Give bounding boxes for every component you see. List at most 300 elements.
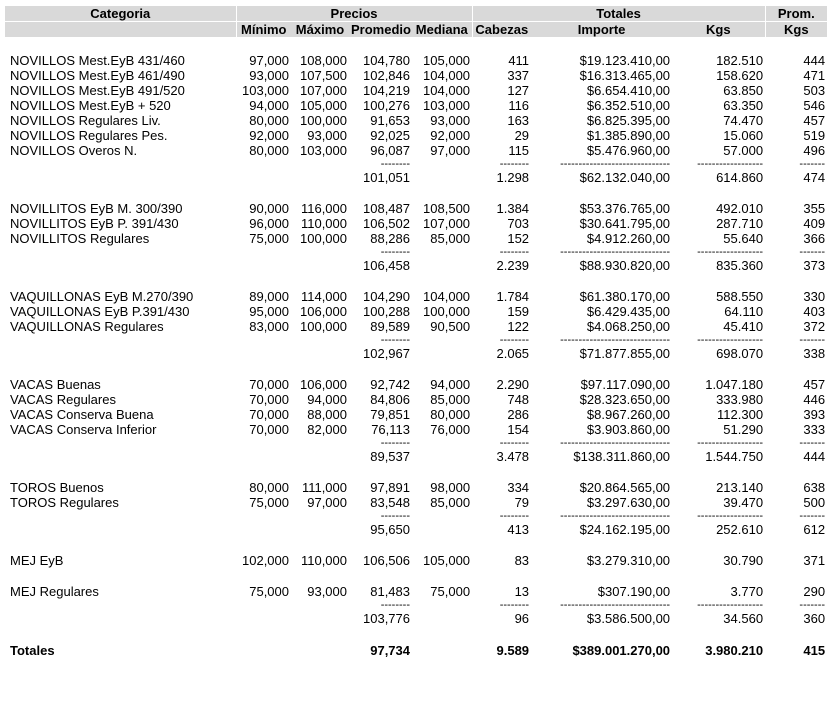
subtotal-cab: 96	[514, 611, 530, 626]
subtotal-kgs: 614.860	[716, 170, 764, 185]
category-cell: NOVILLOS Regulares Liv.	[10, 113, 161, 128]
subtotal-prom: 101,051	[363, 170, 410, 185]
empty-cell	[531, 626, 672, 642]
dash-prom: --------	[380, 437, 410, 449]
spacer-row	[5, 273, 827, 289]
prom-cell: 104,219	[363, 83, 410, 98]
dash-pk: -------	[799, 510, 826, 522]
subtotal-kgs: 698.070	[716, 346, 764, 361]
cab-cell: 116	[508, 98, 530, 113]
kgs-cell: 64.110	[724, 304, 764, 319]
table-row	[5, 231, 827, 246]
empty-cell	[291, 611, 349, 626]
empty-cell	[236, 334, 291, 346]
med-cell: 104,000	[423, 289, 471, 304]
cab-cell: 13	[514, 584, 530, 599]
imp-cell: $6.825.395,00	[586, 113, 671, 128]
pk-cell: 500	[803, 495, 826, 510]
empty-cell	[5, 464, 236, 480]
dash-kgs: ------------------	[697, 246, 764, 258]
empty-cell	[531, 37, 672, 53]
imp-cell: $3.297.630,00	[586, 495, 671, 510]
imp-cell: $16.313.465,00	[579, 68, 671, 83]
kgs-cell: 45.410	[723, 319, 764, 334]
empty-cell	[412, 273, 472, 289]
min-cell: 96,000	[249, 216, 289, 231]
max-cell: 107,500	[300, 68, 347, 83]
cab-cell: 1.784	[496, 289, 530, 304]
kgs-cell: 30.790	[723, 553, 764, 568]
imp-cell: $61.380.170,00	[579, 289, 671, 304]
table-row	[5, 304, 827, 319]
prom-cell: 106,506	[363, 553, 410, 568]
imp-cell: $4.912.260,00	[586, 231, 671, 246]
subtotal-row	[5, 522, 827, 537]
dash-kgs: ------------------	[697, 510, 764, 522]
kgs-cell: 39.470	[723, 495, 764, 510]
empty-cell	[412, 626, 472, 642]
empty-cell	[5, 185, 236, 201]
empty-cell	[236, 273, 291, 289]
empty-cell	[412, 185, 472, 201]
dash-cab: --------	[499, 599, 530, 611]
empty-cell	[349, 626, 412, 642]
empty-cell	[291, 37, 349, 53]
table-row	[5, 584, 827, 599]
table-row	[5, 392, 827, 407]
spacer-row	[5, 626, 827, 642]
kgs-cell: 1.047.180	[705, 377, 764, 392]
category-cell: MEJ EyB	[10, 553, 64, 568]
pk-cell: 393	[803, 407, 826, 422]
pk-cell: 333	[803, 422, 826, 437]
empty-cell	[291, 346, 349, 361]
pk-cell: 496	[803, 143, 826, 158]
kgs-cell: 15.060	[723, 128, 764, 143]
cab-cell: 337	[507, 68, 530, 83]
header-cabezas: Cabezas	[472, 22, 531, 38]
max-cell: 100,000	[300, 113, 347, 128]
empty-cell	[472, 464, 531, 480]
spacer-row	[5, 537, 827, 553]
cab-cell: 29	[514, 128, 530, 143]
empty-cell	[472, 37, 531, 53]
subtotal-kgs: 34.560	[723, 611, 764, 626]
min-cell: 89,000	[249, 289, 289, 304]
empty-cell	[291, 334, 349, 346]
med-cell: 80,000	[430, 407, 471, 422]
empty-cell	[291, 246, 349, 258]
empty-cell	[672, 273, 765, 289]
empty-cell	[5, 626, 236, 642]
empty-cell	[5, 158, 236, 170]
min-cell: 103,000	[242, 83, 289, 98]
empty-cell	[412, 361, 472, 377]
prom-cell: 91,653	[370, 113, 410, 128]
empty-cell	[236, 510, 291, 522]
min-cell: 97,000	[249, 53, 289, 68]
prom-cell: 92,025	[370, 128, 410, 143]
totals-row	[5, 642, 827, 658]
pk-cell: 457	[803, 377, 826, 392]
separator-row	[5, 334, 827, 346]
med-cell: 75,000	[430, 584, 471, 599]
dash-cab: --------	[499, 510, 530, 522]
pk-cell: 446	[803, 392, 826, 407]
prom-cell: 104,290	[363, 289, 410, 304]
subtotal-kgs: 1.544.750	[705, 449, 764, 464]
prom-cell: 96,087	[370, 143, 410, 158]
kgs-cell: 74.470	[723, 113, 764, 128]
category-cell: NOVILLITOS EyB P. 391/430	[10, 216, 179, 231]
subtotal-imp: $88.930.820,00	[579, 258, 671, 273]
imp-cell: $6.352.510,00	[586, 98, 671, 113]
imp-cell: $307.190,00	[597, 584, 671, 599]
dash-pk: -------	[799, 599, 826, 611]
empty-cell	[236, 170, 291, 185]
kgs-cell: 588.550	[716, 289, 764, 304]
min-cell: 80,000	[249, 143, 289, 158]
max-cell: 100,000	[300, 319, 347, 334]
empty-cell	[291, 464, 349, 480]
empty-cell	[472, 626, 531, 642]
empty-cell	[5, 170, 236, 185]
category-cell: VACAS Regulares	[10, 392, 116, 407]
med-cell: 100,000	[423, 304, 471, 319]
empty-cell	[531, 568, 672, 584]
dash-imp: ------------------------------	[560, 510, 671, 522]
empty-cell	[672, 361, 765, 377]
dash-imp: ------------------------------	[560, 334, 671, 346]
category-cell: VAQUILLONAS EyB M.270/390	[10, 289, 194, 304]
subtotal-row	[5, 611, 827, 626]
prom-cell: 106,502	[363, 216, 410, 231]
empty-cell	[5, 611, 236, 626]
dash-imp: ------------------------------	[560, 246, 671, 258]
empty-cell	[291, 642, 349, 658]
empty-cell	[412, 537, 472, 553]
empty-cell	[236, 185, 291, 201]
empty-cell	[5, 361, 236, 377]
prom-cell: 104,780	[363, 53, 410, 68]
subtotal-prom: 102,967	[363, 346, 410, 361]
empty-cell	[412, 346, 472, 361]
med-cell: 107,000	[423, 216, 471, 231]
category-cell: TOROS Regulares	[10, 495, 119, 510]
dash-cab: --------	[499, 334, 530, 346]
subtotal-imp: $3.586.500,00	[586, 611, 671, 626]
empty-cell	[412, 449, 472, 464]
pk-cell: 372	[803, 319, 826, 334]
separator-row	[5, 510, 827, 522]
max-cell: 111,000	[301, 480, 347, 495]
empty-cell	[291, 437, 349, 449]
spacer-row	[5, 361, 827, 377]
kgs-cell: 3.770	[730, 584, 764, 599]
empty-cell	[236, 522, 291, 537]
subtotal-row	[5, 449, 827, 464]
dash-pk: -------	[799, 246, 826, 258]
prom-cell: 76,113	[371, 422, 410, 437]
med-cell: 104,000	[423, 68, 471, 83]
category-cell: NOVILLOS Overos N.	[10, 143, 138, 158]
empty-cell	[349, 568, 412, 584]
empty-cell	[412, 334, 472, 346]
table-row	[5, 83, 827, 98]
empty-cell	[236, 158, 291, 170]
kgs-cell: 57.000	[723, 143, 764, 158]
max-cell: 110,000	[300, 553, 347, 568]
min-cell: 70,000	[249, 392, 289, 407]
empty-cell	[672, 537, 765, 553]
empty-cell	[5, 599, 236, 611]
separator-row	[5, 599, 827, 611]
subtotal-row	[5, 258, 827, 273]
dash-imp: ------------------------------	[560, 158, 671, 170]
pk-cell: 355	[803, 201, 826, 216]
empty-cell	[236, 246, 291, 258]
prom-cell: 83,548	[370, 495, 410, 510]
max-cell: 107,000	[300, 83, 347, 98]
prom-cell: 97,891	[370, 480, 410, 495]
empty-cell	[291, 258, 349, 273]
pk-cell: 503	[803, 83, 826, 98]
separator-row	[5, 246, 827, 258]
empty-cell	[412, 510, 472, 522]
empty-cell	[412, 522, 472, 537]
cab-cell: 122	[507, 319, 530, 334]
kgs-cell: 492.010	[716, 201, 764, 216]
imp-cell: $3.903.860,00	[586, 422, 671, 437]
empty-cell	[236, 258, 291, 273]
kgs-cell: 213.140	[716, 480, 764, 495]
med-cell: 85,000	[430, 495, 471, 510]
cab-cell: 1.384	[496, 201, 530, 216]
kgs-cell: 158.620	[716, 68, 764, 83]
dash-prom: --------	[380, 599, 410, 611]
cab-cell: 286	[507, 407, 530, 422]
header-prom-kgs: Kgs	[765, 22, 827, 38]
header-blank	[5, 22, 236, 38]
cab-cell: 163	[507, 113, 530, 128]
category-cell: NOVILLOS Mest.EyB 491/520	[10, 83, 185, 98]
empty-cell	[672, 464, 765, 480]
empty-cell	[291, 568, 349, 584]
empty-cell	[291, 599, 349, 611]
empty-cell	[5, 334, 236, 346]
dash-pk: -------	[799, 334, 826, 346]
med-cell: 85,000	[430, 231, 471, 246]
empty-cell	[236, 37, 291, 53]
prom-cell: 79,851	[370, 407, 410, 422]
empty-cell	[531, 185, 672, 201]
spacer-row	[5, 568, 827, 584]
subtotal-row	[5, 170, 827, 185]
totals-label: Totales	[10, 642, 55, 658]
imp-cell: $30.641.795,00	[579, 216, 671, 231]
table-row	[5, 377, 827, 392]
med-cell: 98,000	[430, 480, 471, 495]
imp-cell: $28.323.650,00	[579, 392, 671, 407]
subtotal-cab: 413	[507, 522, 530, 537]
empty-cell	[5, 37, 236, 53]
min-cell: 75,000	[249, 584, 289, 599]
category-cell: TOROS Buenos	[10, 480, 104, 495]
dash-imp: ------------------------------	[560, 437, 671, 449]
pk-cell: 403	[803, 304, 826, 319]
table-row	[5, 143, 827, 158]
empty-cell	[291, 185, 349, 201]
empty-cell	[5, 258, 236, 273]
table-row	[5, 407, 827, 422]
category-cell: VAQUILLONAS EyB P.391/430	[10, 304, 190, 319]
empty-cell	[349, 185, 412, 201]
min-cell: 70,000	[249, 407, 289, 422]
category-cell: NOVILLOS Regulares Pes.	[10, 128, 168, 143]
empty-cell	[5, 437, 236, 449]
dash-prom: --------	[380, 158, 410, 170]
dash-imp: ------------------------------	[560, 599, 671, 611]
spacer-row	[5, 464, 827, 480]
kgs-cell: 182.510	[716, 53, 764, 68]
category-cell: NOVILLOS Mest.EyB 431/460	[10, 53, 185, 68]
empty-cell	[291, 522, 349, 537]
empty-cell	[531, 273, 672, 289]
imp-cell: $8.967.260,00	[586, 407, 671, 422]
empty-cell	[672, 626, 765, 642]
med-cell: 94,000	[430, 377, 471, 392]
category-cell: NOVILLOS Mest.EyB + 520	[10, 98, 171, 113]
category-cell: VACAS Buenas	[10, 377, 101, 392]
dash-pk: -------	[799, 158, 826, 170]
kgs-cell: 63.350	[723, 98, 764, 113]
header-importe: Importe	[531, 22, 672, 38]
max-cell: 93,000	[307, 584, 347, 599]
category-cell: NOVILLITOS Regulares	[10, 231, 150, 246]
empty-cell	[472, 537, 531, 553]
subtotal-prom: 103,776	[363, 611, 410, 626]
empty-cell	[412, 258, 472, 273]
imp-cell: $53.376.765,00	[579, 201, 671, 216]
med-cell: 92,000	[430, 128, 471, 143]
med-cell: 76,000	[430, 422, 471, 437]
prom-cell: 100,288	[363, 304, 410, 319]
empty-cell	[765, 626, 827, 642]
empty-cell	[672, 37, 765, 53]
subtotal-pk: 338	[803, 346, 826, 361]
min-cell: 75,000	[249, 495, 289, 510]
pk-cell: 371	[803, 553, 826, 568]
empty-cell	[349, 537, 412, 553]
table-row	[5, 319, 827, 334]
cab-cell: 79	[514, 495, 530, 510]
empty-cell	[236, 361, 291, 377]
empty-cell	[765, 273, 827, 289]
empty-cell	[672, 185, 765, 201]
empty-cell	[765, 37, 827, 53]
subtotal-prom: 89,537	[370, 449, 410, 464]
min-cell: 95,000	[249, 304, 289, 319]
subtotal-imp: $389.001.270,00	[572, 642, 671, 658]
min-cell: 70,000	[249, 422, 289, 437]
med-cell: 104,000	[423, 83, 471, 98]
min-cell: 92,000	[249, 128, 289, 143]
max-cell: 106,000	[300, 377, 347, 392]
dash-pk: -------	[799, 437, 826, 449]
dash-cab: --------	[499, 437, 530, 449]
header-precios: Precios	[236, 6, 472, 22]
subtotal-prom: 97,734	[370, 642, 410, 658]
empty-cell	[236, 642, 291, 658]
pk-cell: 409	[803, 216, 826, 231]
empty-cell	[472, 361, 531, 377]
med-cell: 103,000	[423, 98, 471, 113]
max-cell: 108,000	[300, 53, 347, 68]
table-row	[5, 113, 827, 128]
prom-cell: 92,742	[370, 377, 410, 392]
category-cell: VAQUILLONAS Regulares	[10, 319, 164, 334]
subtotal-imp: $62.132.040,00	[579, 170, 671, 185]
min-cell: 80,000	[249, 480, 289, 495]
prom-cell: 88,286	[370, 231, 410, 246]
empty-cell	[412, 642, 472, 658]
med-cell: 97,000	[430, 143, 471, 158]
subtotal-row	[5, 346, 827, 361]
category-cell: VACAS Conserva Buena	[10, 407, 154, 422]
cab-cell: 159	[507, 304, 530, 319]
table-row	[5, 53, 827, 68]
max-cell: 94,000	[307, 392, 347, 407]
header-mediana: Mediana	[412, 22, 472, 38]
empty-cell	[291, 449, 349, 464]
table-row	[5, 201, 827, 216]
dash-prom: --------	[380, 246, 410, 258]
pk-cell: 366	[803, 231, 826, 246]
subtotal-cab: 1.298	[496, 170, 530, 185]
empty-cell	[291, 361, 349, 377]
empty-cell	[5, 346, 236, 361]
table-row	[5, 289, 827, 304]
empty-cell	[349, 273, 412, 289]
subtotal-prom: 106,458	[363, 258, 410, 273]
spacer-row	[5, 37, 827, 53]
empty-cell	[236, 626, 291, 642]
med-cell: 93,000	[430, 113, 471, 128]
empty-cell	[236, 537, 291, 553]
min-cell: 93,000	[249, 68, 289, 83]
max-cell: 93,000	[307, 128, 347, 143]
table-body	[5, 37, 827, 658]
max-cell: 100,000	[300, 231, 347, 246]
empty-cell	[412, 158, 472, 170]
dash-cab: --------	[499, 158, 530, 170]
prom-cell: 108,487	[363, 201, 410, 216]
prom-cell: 89,589	[370, 319, 410, 334]
dash-kgs: ------------------	[697, 437, 764, 449]
med-cell: 90,500	[430, 319, 471, 334]
empty-cell	[291, 273, 349, 289]
empty-cell	[672, 568, 765, 584]
imp-cell: $3.279.310,00	[586, 553, 671, 568]
empty-cell	[765, 537, 827, 553]
max-cell: 97,000	[307, 495, 347, 510]
table-row	[5, 128, 827, 143]
table-row	[5, 68, 827, 83]
med-cell: 85,000	[430, 392, 471, 407]
kgs-cell: 51.290	[723, 422, 764, 437]
pk-cell: 546	[803, 98, 826, 113]
empty-cell	[765, 568, 827, 584]
